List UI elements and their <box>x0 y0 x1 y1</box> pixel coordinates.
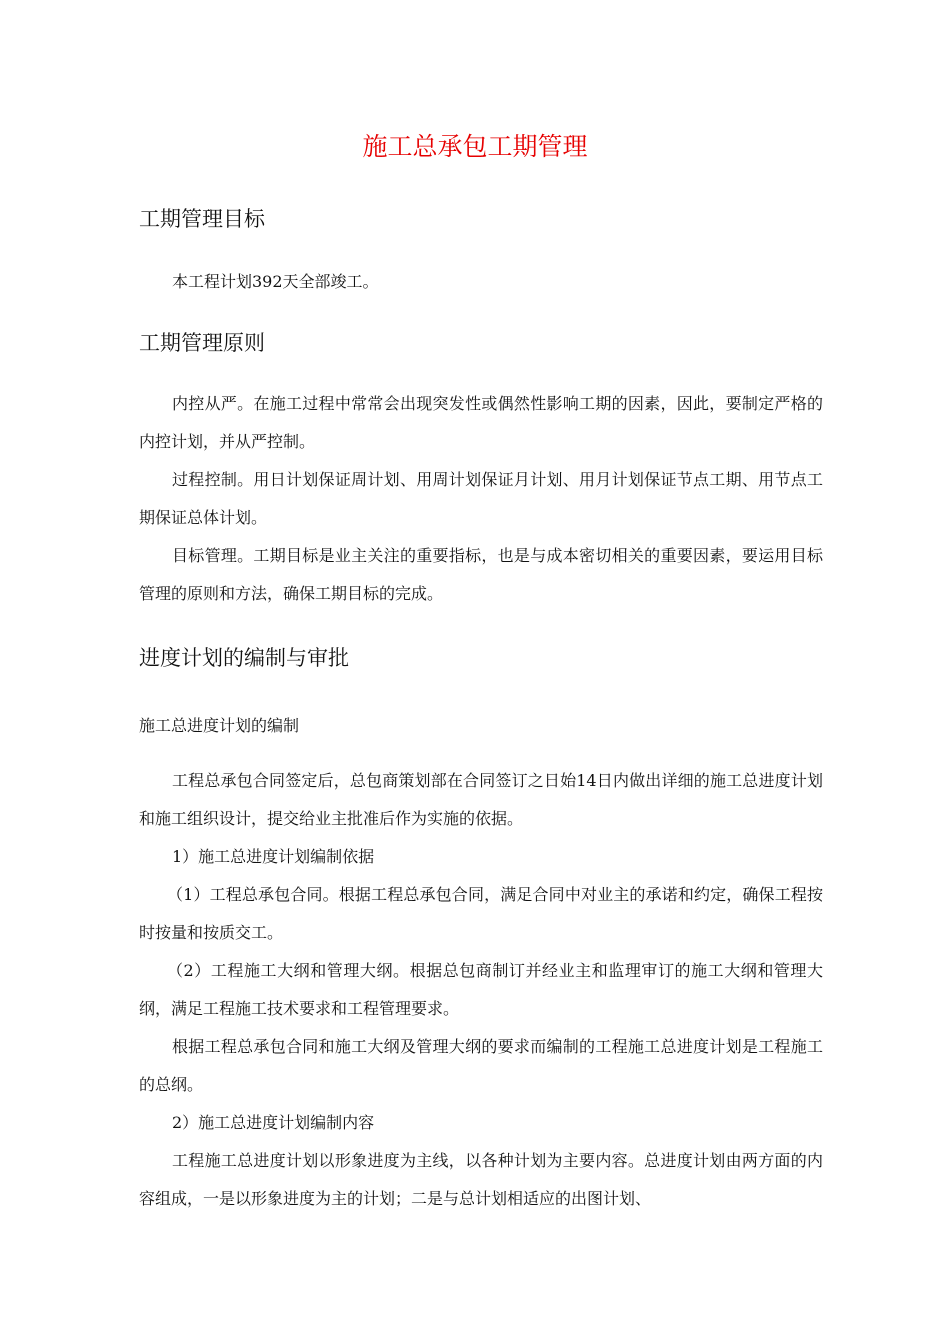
paragraph-content: 工程施工总进度计划以形象进度为主线，以各种计划为主要内容。总进度计划由两方面的内容组成，一是以形象进度为主的计划；二是与总计划相适应的出图计划、 <box>139 1151 823 1208</box>
paragraph-contract-signing: 工程总承包合同签定后，总包商策划部在合同签订之日始14日内做出详细的施工总进度计划和施工组织设计，提交给业主批准后作为实施的依据。 <box>139 771 823 828</box>
paragraph-process-control: 过程控制。用日计划保证周计划、用周计划保证月计划、用月计划保证节点工期、用节点工期保证总体计划。 <box>139 470 823 527</box>
list-heading-content: 2）施工总进度计划编制内容 <box>172 1113 375 1132</box>
paragraph-internal-control: 内控从严。在施工过程中常常会出现突发性或偶然性影响工期的因素，因此，要制定严格的内控计划，并从严控制。 <box>139 394 823 451</box>
paragraph-target-management: 目标管理。工期目标是业主关注的重要指标，也是与成本密切相关的重要因素，要运用目标管理的原则和方法，确保工期目标的完成。 <box>139 546 823 603</box>
section-heading-schedule: 进度计划的编制与审批 <box>139 646 349 670</box>
section-heading-principles: 工期管理原则 <box>139 331 265 355</box>
paragraph-goal: 本工程计划392天全部竣工。 <box>172 272 379 291</box>
document-title: 施工总承包工期管理 <box>362 132 588 161</box>
paragraph-schedule-summary: 根据工程总承包合同和施工大纲及管理大纲的要求而编制的工程施工总进度计划是工程施工的总纲。 <box>139 1037 823 1094</box>
subheading-master-schedule: 施工总进度计划的编制 <box>139 716 300 735</box>
paragraph-basis-outline: （2）工程施工大纲和管理大纲。根据总包商制订并经业主和监理审订的施工大纲和管理大纲，满足工程施工技术要求和工程管理要求。 <box>139 961 823 1018</box>
paragraph-basis-contract: （1）工程总承包合同。根据工程总承包合同，满足合同中对业主的承诺和约定，确保工程按时按量和按质交工。 <box>139 885 823 942</box>
list-heading-basis: 1）施工总进度计划编制依据 <box>172 847 375 866</box>
section-heading-goal: 工期管理目标 <box>139 207 265 231</box>
